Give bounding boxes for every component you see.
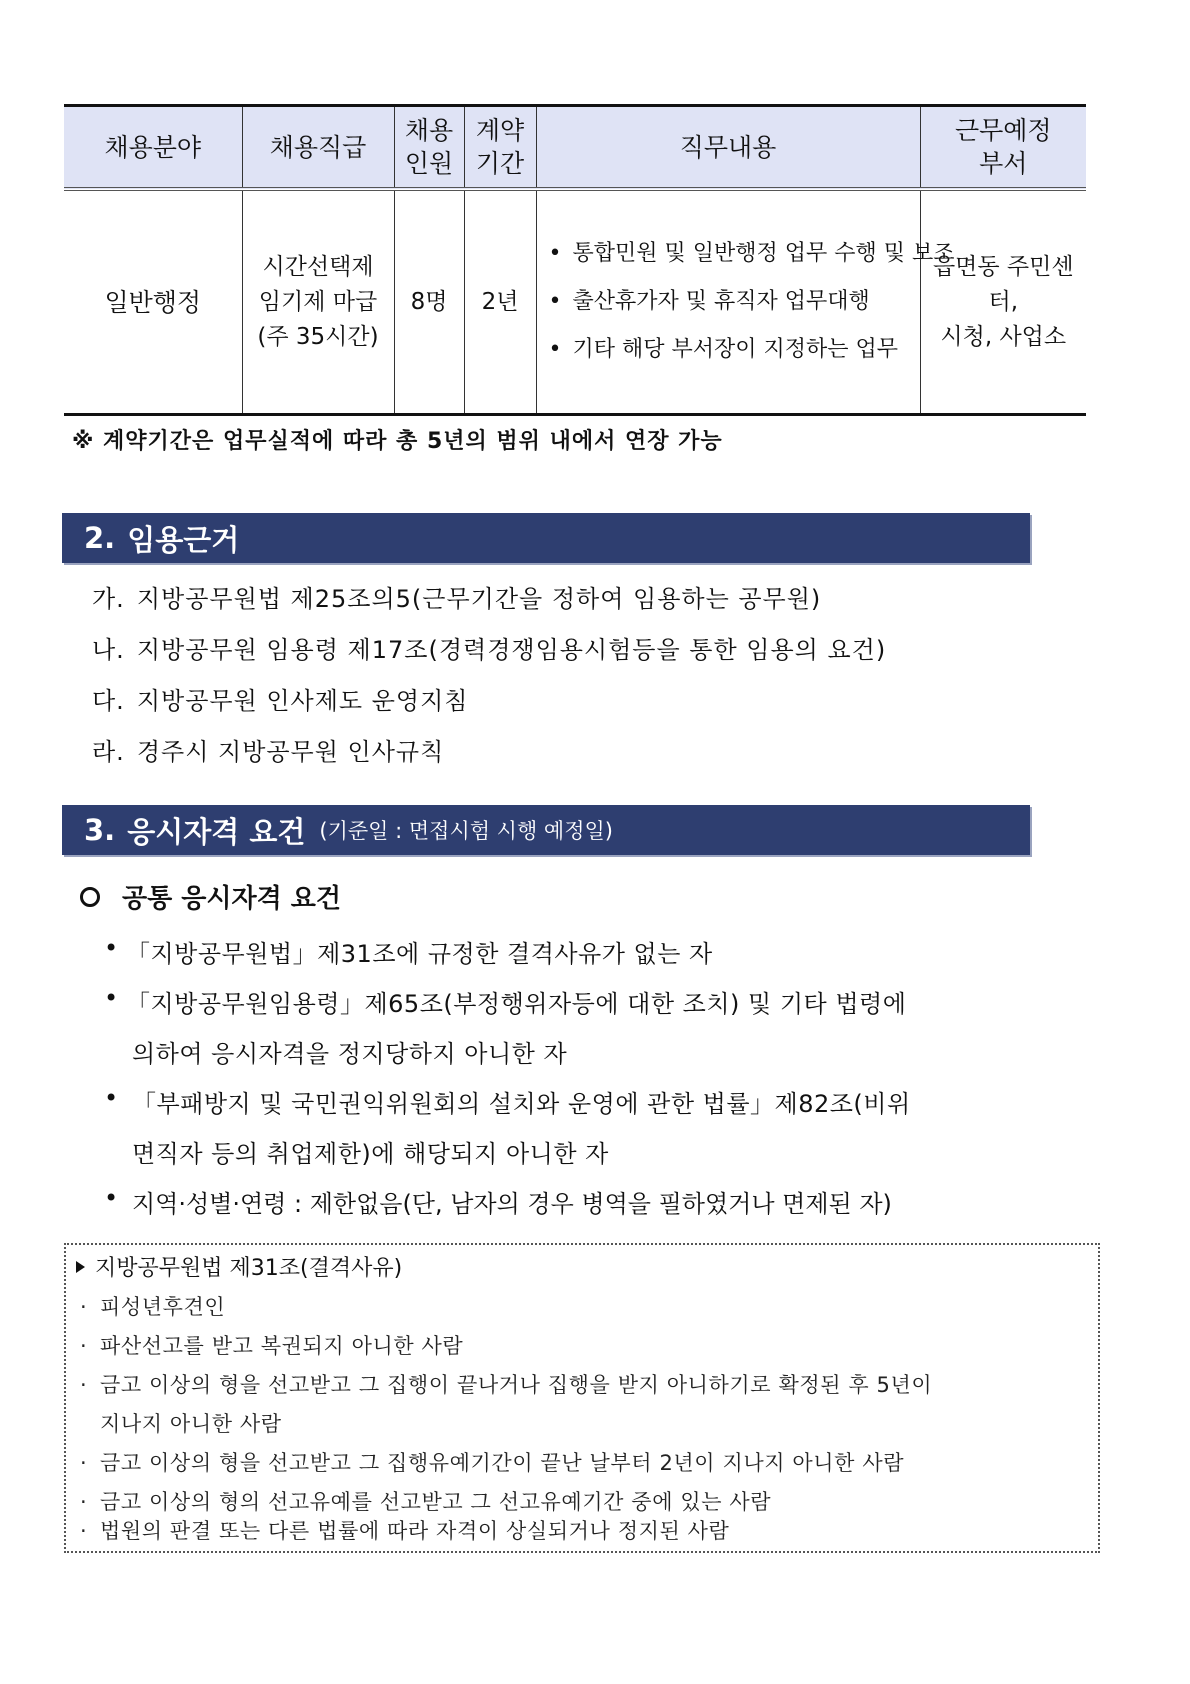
cell-field: 일반행정 <box>64 189 242 415</box>
dot-bullet: · <box>80 1373 88 1397</box>
basis-text: 지방공무원법 제25조의5(근무기간을 정하여 임용하는 공무원) <box>136 585 822 613</box>
recruitment-table <box>64 104 1086 416</box>
header-period-line2: 기간 <box>475 149 525 178</box>
requirement-bullet: • <box>104 984 119 1012</box>
cell-count: 8명 <box>394 189 464 415</box>
cell-grade <box>242 189 394 415</box>
triangle-bullet-icon <box>76 1261 85 1273</box>
dot-bullet: · <box>80 1451 88 1475</box>
header-period <box>464 106 536 190</box>
duty-text: 통합민원 및 일반행정 업무 수행 및 보조 <box>572 241 955 266</box>
requirement-bullet: • <box>104 1184 119 1212</box>
basis-mark: 나. <box>92 636 125 664</box>
box-title <box>76 1251 402 1282</box>
box-item <box>80 1447 904 1477</box>
requirement-item: 「부패방지 및 국민권익위원회의 설치와 운영에 관한 법률」제82조(비위 <box>132 1090 911 1118</box>
dot-bullet: · <box>80 1295 88 1319</box>
box-item <box>80 1330 463 1360</box>
basis-text: 지방공무원 임용령 제17조(경력경쟁임용시험등을 통한 임용의 요건) <box>136 636 887 664</box>
box-item-text: 파산선고를 받고 복권되지 아니한 사람 <box>100 1334 464 1358</box>
basis-mark: 가. <box>92 585 125 613</box>
box-item <box>80 1369 932 1399</box>
disqualification-box <box>64 1243 1100 1553</box>
basis-item <box>92 732 444 767</box>
box-item <box>80 1515 729 1545</box>
box-item-text: 금고 이상의 형을 선고받고 그 집행유예기간이 끝난 날부터 2년이 지나지 아니한 사람 <box>100 1451 905 1475</box>
box-item-text: 피성년후견인 <box>100 1295 226 1319</box>
table-row <box>64 189 1086 415</box>
header-dept-line2: 부서 <box>979 149 1028 178</box>
requirement-item: 지역·성별·연령 : 제한없음(단, 남자의 경우 병역을 필하였거나 면제된 자) <box>132 1190 892 1218</box>
box-item-continued: 지나지 아니한 사람 <box>100 1412 282 1436</box>
section-header-3 <box>62 805 1030 855</box>
cell-grade-line3: (주 35시간) <box>257 323 379 350</box>
section-header-2 <box>62 513 1030 563</box>
basis-text: 지방공무원 인사제도 운영지침 <box>136 687 469 715</box>
header-dept-line1: 근무예정 <box>954 116 1052 145</box>
duty-bullet: • <box>548 337 562 362</box>
basis-mark: 다. <box>92 687 125 715</box>
box-item <box>80 1291 225 1321</box>
section-title: 응시자격 요건 <box>127 814 306 849</box>
dot-bullet: · <box>80 1519 88 1543</box>
box-item-text: 금고 이상의 형을 선고받고 그 집행이 끝나거나 집행을 받지 아니하기로 확정된 후 5년이 <box>100 1373 933 1397</box>
section-subtitle: (기준일 : 면접시험 시행 예정일) <box>319 819 613 843</box>
common-requirements-title: 공통 응시자격 요건 <box>122 884 342 914</box>
cell-period: 2년 <box>464 189 536 415</box>
duty-bullet: • <box>548 241 562 266</box>
circle-bullet-icon <box>80 887 100 907</box>
duty-text: 출산휴가자 및 휴직자 업무대행 <box>572 289 870 314</box>
requirement-bullet: • <box>104 1084 119 1112</box>
section-number: 3. <box>84 813 116 847</box>
header-period-line1: 계약 <box>475 116 525 145</box>
cell-dept <box>920 189 1086 415</box>
box-title-text: 지방공무원법 제31조(결격사유) <box>95 1256 403 1281</box>
dot-bullet: · <box>80 1490 88 1514</box>
header-field: 채용분야 <box>64 106 242 190</box>
duty-bullet: • <box>548 289 562 314</box>
duty-item <box>549 326 920 374</box>
dot-bullet: · <box>80 1334 88 1358</box>
box-item-text: 금고 이상의 형의 선고유예를 선고받고 그 선고유예기간 중에 있는 사람 <box>100 1490 772 1514</box>
basis-item <box>92 681 468 716</box>
common-requirements-heading <box>80 878 341 915</box>
basis-item <box>92 579 821 614</box>
cell-dept-line1: 읍면동 주민센터, <box>932 253 1074 315</box>
duty-item <box>549 278 920 326</box>
box-item <box>80 1486 771 1516</box>
requirement-item: 「지방공무원임용령」제65조(부정행위자등에 대한 조치) 및 기타 법령에 <box>126 990 907 1018</box>
header-dept <box>920 106 1086 190</box>
cell-grade-line1: 시간선택제 <box>262 253 374 280</box>
section-number: 2. <box>84 521 116 555</box>
header-count <box>394 106 464 190</box>
header-duty: 직무내용 <box>536 106 920 190</box>
cell-duty <box>536 189 955 415</box>
duty-text: 기타 해당 부서장이 지정하는 업무 <box>572 337 899 362</box>
table-header-row <box>64 106 1086 190</box>
box-item-text: 법원의 판결 또는 다른 법률에 따라 자격이 상실되거나 정지된 사람 <box>100 1519 730 1543</box>
requirement-item-continued: 면직자 등의 취업제한)에 해당되지 아니한 자 <box>132 1140 609 1168</box>
duty-item <box>548 230 955 278</box>
cell-dept-line2: 시청, 사업소 <box>940 323 1067 350</box>
requirement-item-continued: 의하여 응시자격을 정지당하지 아니한 자 <box>132 1040 568 1068</box>
header-count-line1: 채용 <box>404 116 454 145</box>
basis-text: 경주시 지방공무원 인사규칙 <box>136 738 445 766</box>
basis-item <box>92 630 886 665</box>
contract-note: ※ 계약기간은 업무실적에 따라 총 5년의 범위 내에서 연장 가능 <box>72 429 723 454</box>
requirement-item: 「지방공무원법」제31조에 규정한 결격사유가 없는 자 <box>126 940 713 968</box>
basis-mark: 라. <box>92 738 125 766</box>
header-count-line2: 인원 <box>404 149 454 178</box>
section-title: 임용근거 <box>127 522 240 557</box>
cell-grade-line2: 임기제 마급 <box>258 288 378 315</box>
header-grade: 채용직급 <box>242 106 394 190</box>
requirement-bullet: • <box>104 934 119 962</box>
